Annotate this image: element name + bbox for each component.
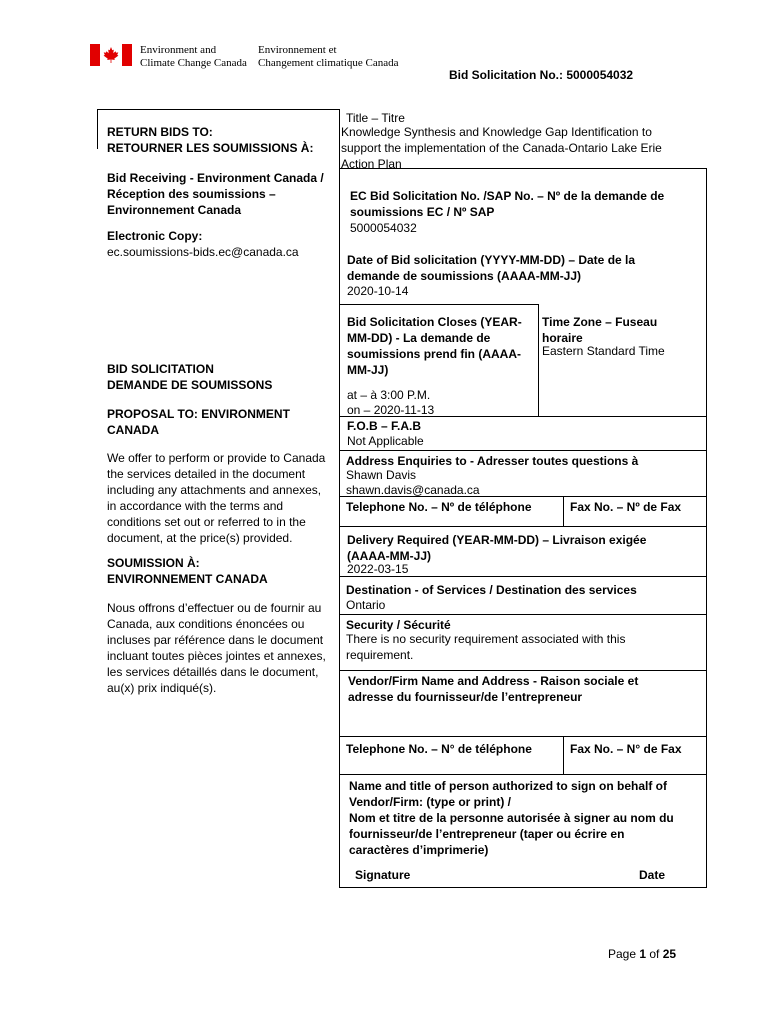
enquiries-label: Address Enquiries to - Adresser toutes questions à — [346, 454, 639, 468]
bid-receiving-address: Bid Receiving - Environment Canada / Réception des soumissions – Environnement Canada — [107, 171, 324, 217]
electronic-copy-email[interactable]: ec.soumissions-bids.ec@canada.ca — [107, 245, 299, 259]
bid-solicitation-heading: BID SOLICITATION DEMANDE DE SOUMISSONS — [107, 362, 273, 392]
rule — [339, 526, 706, 527]
date-label: Date of Bid solicitation (YYYY-MM-DD) – Date de la demande de soumissions (AAAA-MM-JJ) — [347, 253, 636, 283]
date-sign-label: Date — [639, 868, 666, 882]
destination-value: Ontario — [346, 598, 386, 612]
rule — [339, 736, 706, 737]
offer-text-fr: Nous offrons d’effectuer ou de fournir au Canada, aux conditions énoncées ou incluses par référence dans le document incluant toutes pièces jointes et annexes, les services détaillés dans le document, au(x) prix indiqué(s). — [107, 601, 326, 695]
ec-bid-value: 5000054032 — [350, 221, 417, 235]
offer-text-en: We offer to perform or provide to Canada the services detailed in the document including any attachments and annexes, in accordance with the terms and conditions set out or referred to in the document, at the price(s) provided. — [107, 451, 326, 545]
closes-time: at – à 3:00 P.M. — [347, 388, 431, 402]
security-label: Security / Sécurité — [346, 618, 451, 632]
date-value: 2020-10-14 — [347, 284, 409, 298]
closes-label: Bid Solicitation Closes (YEAR- MM-DD) - La demande de soumissions prend fin (AAAA- MM-JJ) — [347, 315, 522, 377]
fob-label: F.O.B – F.A.B — [347, 419, 422, 433]
title-text: Knowledge Synthesis and Knowledge Gap Identification to support the implementation of the Canada-Ontario Lake Erie Action Plan — [341, 125, 662, 171]
vendor-tel-fax-divider — [563, 736, 564, 774]
vendor-fax-label: Fax No. – N° de Fax — [570, 742, 682, 756]
fax-label: Fax No. – Nº de Fax — [570, 500, 682, 514]
rule — [339, 670, 706, 671]
return-bids-heading: RETURN BIDS TO: RETOURNER LES SOUMISSIONS À: — [107, 125, 314, 155]
department-name-en: Environment and Climate Change Canada — [140, 44, 247, 69]
canada-flag-icon — [90, 44, 132, 66]
soumission-heading: SOUMISSION À: ENVIRONNEMENT CANADA — [107, 556, 268, 586]
table-divider — [339, 109, 340, 888]
tel-fax-divider — [563, 496, 564, 526]
left-box-top-border — [97, 109, 339, 110]
closes-date: on – 2020-11-13 — [347, 403, 435, 417]
delivery-label: Delivery Required (YEAR-MM-DD) – Livraison exigée (AAAA-MM-JJ) — [347, 533, 647, 563]
enquiries-name: Shawn Davis — [346, 468, 417, 482]
table-bottom-border — [339, 887, 707, 888]
rule — [339, 450, 706, 451]
signature-label: Signature — [355, 868, 411, 882]
security-value: There is no security requirement associated with this requirement. — [346, 632, 626, 662]
title-label: Title – Titre — [346, 111, 405, 125]
rule — [339, 774, 706, 775]
rule — [339, 614, 706, 615]
telephone-label: Telephone No. – Nº de téléphone — [346, 500, 532, 514]
vendor-label: Vendor/Firm Name and Address - Raison sociale et adresse du fournisseur/de l’entrepreneur — [348, 674, 639, 704]
timezone-label: Time Zone – Fuseau horaire — [542, 315, 658, 345]
electronic-copy-label: Electronic Copy: — [107, 229, 203, 243]
delivery-value: 2022-03-15 — [347, 562, 409, 576]
ec-bid-label: EC Bid Solicitation No. /SAP No. – Nº de la demande de soumissions EC / Nº SAP — [350, 189, 665, 219]
table-right-border — [706, 168, 707, 888]
bid-solicitation-number: Bid Solicitation No.: 5000054032 — [449, 68, 634, 82]
left-box-left-border — [97, 109, 98, 149]
electronic-copy — [107, 228, 339, 260]
destination-label: Destination - of Services / Destination des services — [346, 583, 637, 597]
page-number: Page 1 of 25 — [608, 947, 677, 961]
authorized-person-label: Name and title of person authorized to sign on behalf of Vendor/Firm: (type or print) / Nom et titre de la personne autorisée à signer au nom du fournisseur/de l’entrepreneur (taper ou écrire en caractères d’imprimerie) — [349, 779, 674, 857]
timezone-value: Eastern Standard Time — [542, 344, 665, 358]
department-name-fr: Environnement et Changement climatique Canada — [258, 44, 399, 69]
enquiries-email[interactable]: shawn.davis@canada.ca — [346, 483, 480, 497]
fob-value: Not Applicable — [347, 434, 424, 448]
vendor-telephone-label: Telephone No. – N° de téléphone — [346, 742, 532, 756]
proposal-to-heading: PROPOSAL TO: ENVIRONMENT CANADA — [107, 407, 290, 437]
rule — [339, 304, 539, 305]
closes-tz-divider — [538, 304, 539, 416]
